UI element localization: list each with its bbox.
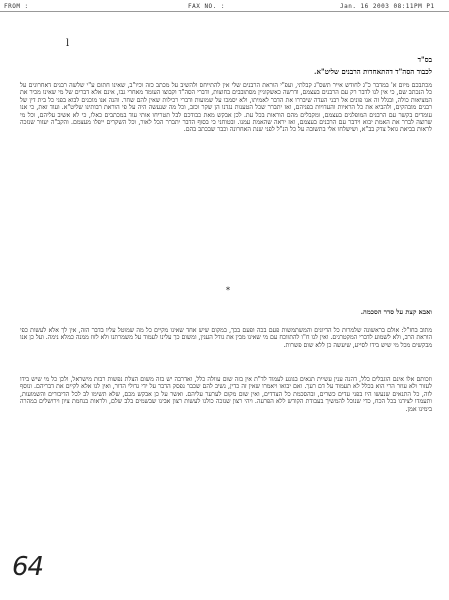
letter-paragraph-2: מתוב בחז"ל: אולם בראשונה שלמרות כל הדיונים והמשתמשות פעם בכה ופעם בכך, במקום שיש אחד שאינו מקיים כל מה שמוטל עליו בדבר הזה, אין לך אלא לעשות כפי הוראת הרב, ולא לשמוע לדברי המקטרגים. ואין לנו ח"ו להתווכח עם מי שאינו מבין את גודל הענין, ומשום כך עלינו לעמוד על משמרתנו ולא לזוז ממנה כמלא נימה. ועל כן אנו מבקשים מכל מי שיש בידו לסייע, שיעשה כן ללא שום פשרות. (20, 327, 432, 349)
section-divider-star: * (226, 286, 230, 295)
letter-salutation: לכבוד הסה"ד דהתאחדות הרבנים שליט"א. (314, 67, 432, 76)
letter-heading-bsd: בס"ד (417, 55, 432, 64)
fax-from-label: FROM : (4, 3, 29, 10)
page-mark: l (66, 38, 70, 49)
handwritten-page-number: 64 (12, 552, 44, 582)
fax-header-rule (0, 11, 449, 12)
letter-paragraph-3: וזכותם אלו אינם הוגבלים כלל, דהנה ענין עשיית תנאים בגונע לעמוד לד"ת אין בזה שום עוולה כלל, ואדרבה יש בזה משום הצלת נפשות רבות מישראל, ולכן כל מי שיש בידו לעזור ולא עוזר הרי הוא בכלל לא תעמוד על דם רעך. ואם יבואו ויאמרו שאין זה כדין, נשיב להם שכבר נפסק הדבר על ידי גדולי הדור, ואין לנו אלא לקיים את דבריהם. ונוסף לזה, כל התנאים שנעשו היו בפני עדים כשרים, ובהסכמת כל הצדדים, ואין שום מקום לערער עליהם. ואשר על כן אבקש מכם, שלא תשימו לב לכל הדיבורים והשמועות, ותעמדו לצידנו בכל הכח, כדי שנוכל להמשיך בעבודת הקודש ללא הפרעה. ויהי רצון שנזכה כולנו לעשות רצון אבינו שבשמים בלב שלם, ולראות בנחמת ציון וירושלים במהרה בימינו אמן. (20, 376, 432, 413)
section-title: ואבא קצת על סדר הסכמה. (360, 308, 432, 316)
letter-paragraph-1: מכתבכם מיום א' במדבר כ"ג לחודש אייר תשס"ג קבלתי, ועפ"י הוראת הרבנים שלי אין להתייחס ולהשיב על מכתב כזה וכיו"ב, שאינו חתום ע"י שלשה רבנים דאחרונים על כל הנכתב שם, כי אין לנו לדבר רק עם הרבנים בעצמם, ודרשה כאשקוניין מסתובבים בחוצות, ודברי הסה"ד וקבוצו העומד מאחרי גבו, אינם אלא דברים של מי שאינו מכיר את המציאות כולה, ובגלל זה אנו פונים אל רבני העדה שיבררו את הדבר לאמיתו, ולא יסמכו על שמועות ודברי רכילות שאין להם שחר. והנה אנו מוכנים לבוא בפני כל בית דין של רבנים מובהקים, ולהביא את כל הראיות והעדויות בפניהם, ואז יתברר שכל הטענות נגדנו הן שקר וכזב, וכל מה שנעשה היה על פי הוראת רבותינו שליט"א. ועוד זאת, כי אנו עומדים בקשר עם הרבנים המופלגים בעצמם, ומקבלים מהם הוראות בכל עת. לכן אבקש מאת כבודכם לבל תטריחו אותי עוד במכתבים כאלו, כי לא אשיב עליהם, וכל מי שרוצה לברר את האמת יבוא וידבר עם הרבנים בעצמם, ואז יראה שהאמת עמנו. ובטוחני כי בסוף הדבר יתברר הכל לאור, וכל השקרים ייפלו מעצמם. והקב"ה יעזור שנזכה לראות בביאת גואל צדק בב"א, ושישלחו אלי בתשובה על כל הנ"ל לפני שנת האחרונה וכבר שבכתב בהם. (20, 82, 432, 134)
fax-timestamp: Jan. 16 2003 08:11PM P1 (340, 3, 435, 10)
fax-number-label: FAX NO. : (188, 3, 226, 10)
